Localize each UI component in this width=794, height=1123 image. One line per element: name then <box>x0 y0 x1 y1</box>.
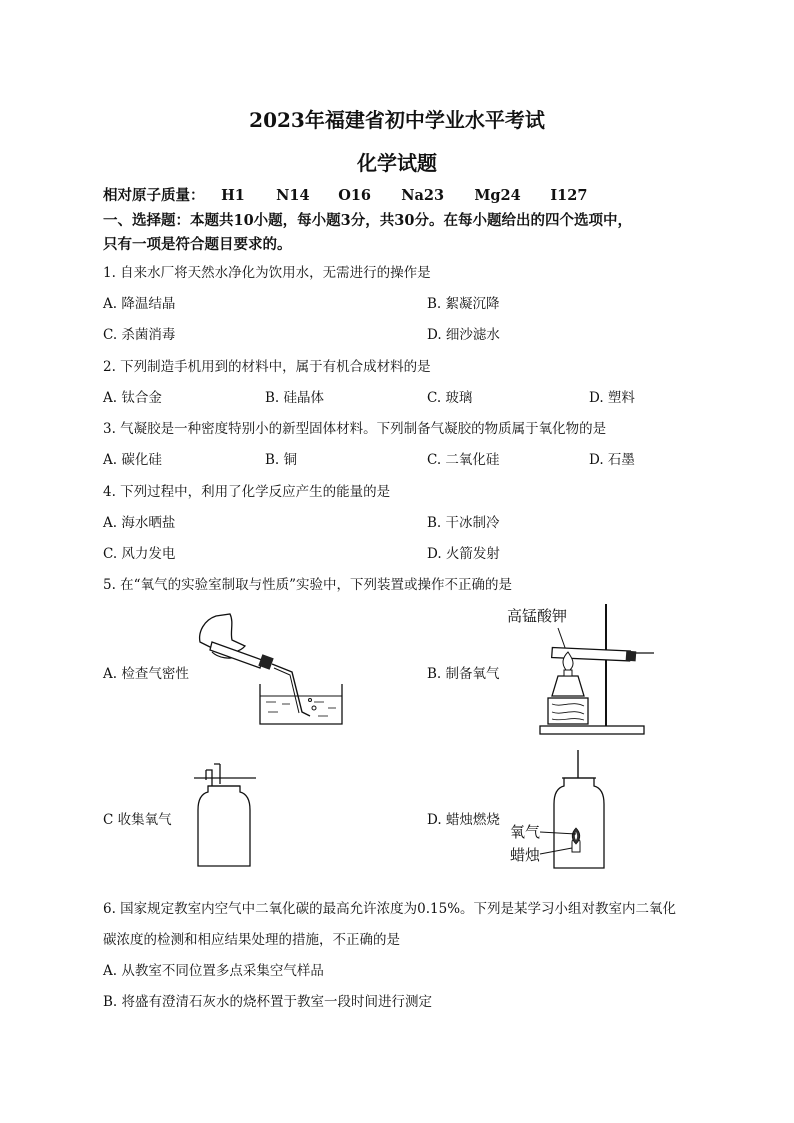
section-heading-line2: 只有一项是符合题目要求的。 <box>103 236 292 253</box>
atomic-mass-item: H1 <box>221 187 245 204</box>
option: A. 海水晒盐 <box>103 515 176 531</box>
question-stem: 6. 国家规定教室内空气中二氧化碳的最高允许浓度为0.15%。下列是某学习小组对教室内二氧化 <box>103 901 677 917</box>
option: D. 火箭发射 <box>427 546 500 562</box>
option: A. 钛合金 <box>103 390 162 406</box>
option: B. 制备氧气 <box>427 666 500 682</box>
atomic-mass-item: Na23 <box>401 187 445 204</box>
airtightness-check-figure <box>190 612 350 727</box>
option: B. 铜 <box>265 452 298 468</box>
option: C. 二氧化硅 <box>427 452 500 468</box>
atomic-mass-line <box>103 184 587 205</box>
question-stem: 4. 下列过程中，利用了化学反应产生的能量的是 <box>103 484 391 500</box>
option: A. 从教室不同位置多点采集空气样品 <box>103 963 324 979</box>
question-stem: 1. 自来水厂将天然水净化为饮用水，无需进行的操作是 <box>103 265 431 281</box>
option: A. 降温结晶 <box>103 296 176 312</box>
option: A. 碳化硅 <box>103 452 162 468</box>
option: B. 干冰制冷 <box>427 515 500 531</box>
candle-burning-figure <box>548 748 608 872</box>
section-heading-line1: 一、选择题：本题共10小题，每小题3分，共30分。在每小题给出的四个选项中， <box>103 212 632 229</box>
option: B. 硅晶体 <box>265 390 325 406</box>
option: B. 絮凝沉降 <box>427 296 500 312</box>
oxygen-collection-figure <box>190 762 260 870</box>
atomic-mass-item: N14 <box>276 187 310 204</box>
option: C. 风力发电 <box>103 546 176 562</box>
option: C 收集氧气 <box>103 812 172 828</box>
question-stem: 5. 在“氧气的实验室制取与性质”实验中，下列装置或操作不正确的是 <box>103 577 512 593</box>
option: C. 杀菌消毒 <box>103 327 176 343</box>
atomic-mass-item: O16 <box>338 187 371 204</box>
option: D. 蜡烛燃烧 <box>427 812 500 828</box>
question-stem-continued: 碳浓度的检测和相应结果处理的措施，不正确的是 <box>103 932 400 948</box>
atomic-mass-label: 相对原子质量： <box>103 187 205 204</box>
subject-title: 化学试题 <box>357 151 437 175</box>
option: D. 细沙滤水 <box>427 327 500 343</box>
candle-label: 蜡烛 <box>510 846 541 864</box>
exam-title: 2023年福建省初中学业水平考试 <box>249 108 545 132</box>
question-stem: 2. 下列制造手机用到的材料中，属于有机合成材料的是 <box>103 359 431 375</box>
option: C. 玻璃 <box>427 390 473 406</box>
option: D. 石墨 <box>589 452 635 468</box>
option: D. 塑料 <box>589 390 635 406</box>
question-stem: 3. 气凝胶是一种密度特别小的新型固体材料。下列制备气凝胶的物质属于氧化物的是 <box>103 421 607 437</box>
atomic-mass-item: I127 <box>550 187 588 204</box>
atomic-mass-item: Mg24 <box>474 187 521 204</box>
oxygen-preparation-figure <box>538 598 658 738</box>
option: B. 将盛有澄清石灰水的烧杯置于教室一段时间进行测定 <box>103 994 433 1010</box>
potassium-permanganate-label: 高锰酸钾 <box>507 607 568 625</box>
oxygen-label: 氧气 <box>510 823 541 841</box>
option: A. 检查气密性 <box>103 666 189 682</box>
